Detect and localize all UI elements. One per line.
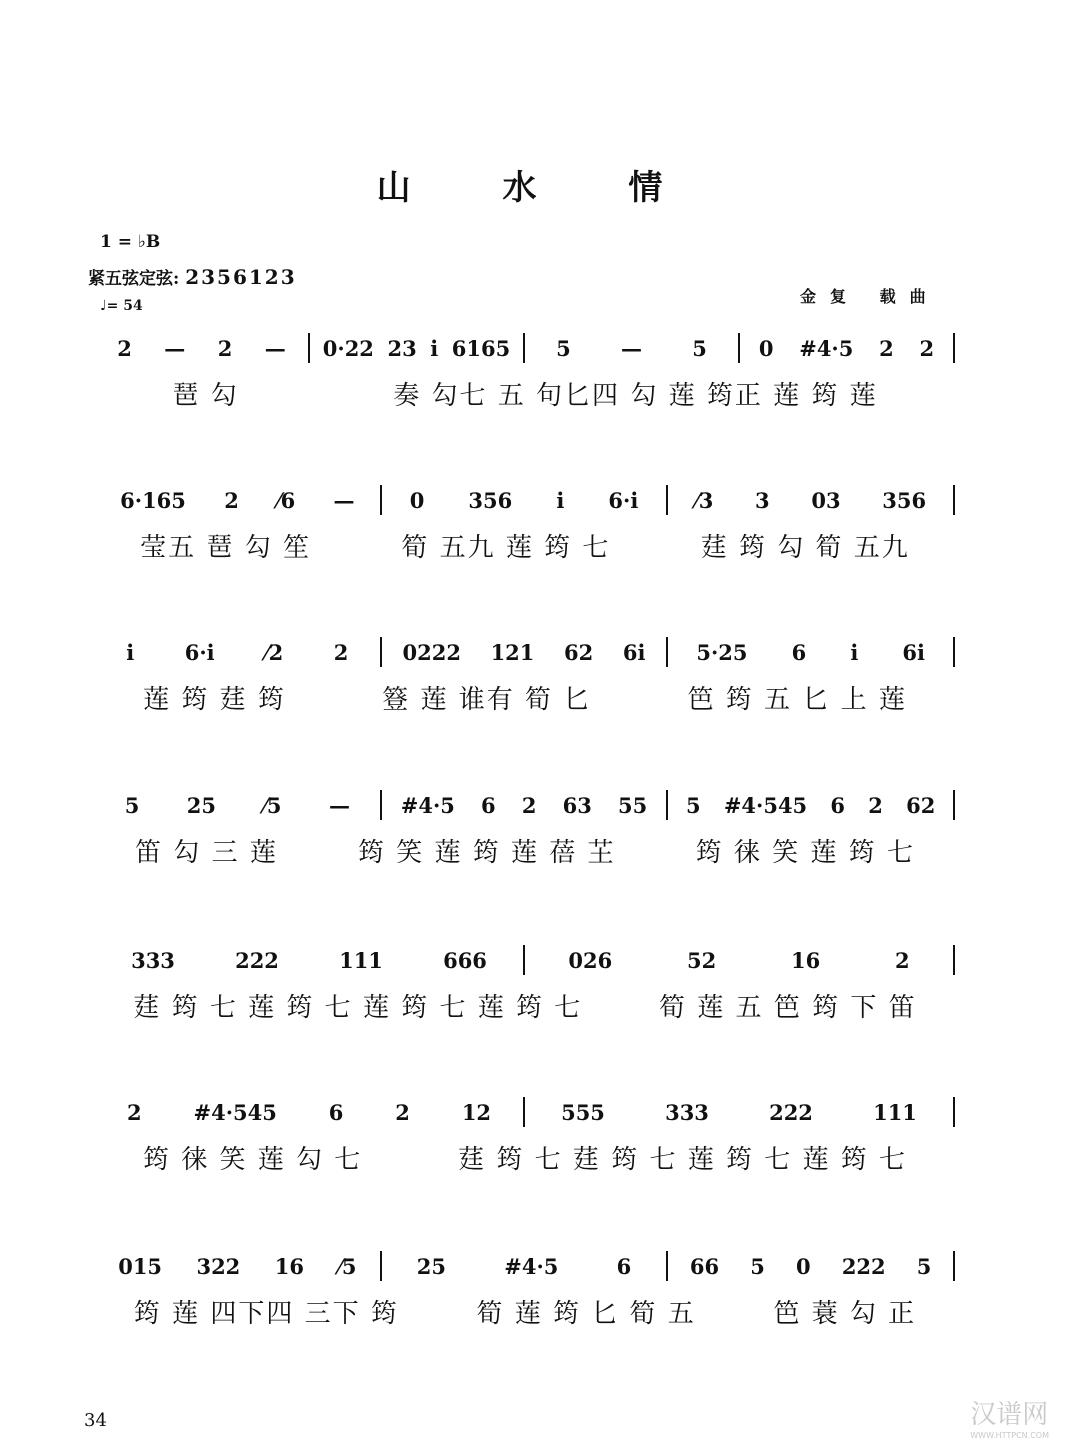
barline	[953, 1097, 955, 1127]
note: —	[621, 335, 642, 361]
note: i	[430, 335, 439, 361]
tablature-group: 莛 筠 七 莲 筠 七 莲 筠 七 莲 筠 七	[133, 992, 583, 1023]
barline	[953, 790, 955, 820]
jianpu-line	[95, 328, 955, 368]
measure	[382, 640, 667, 665]
note: 2	[521, 792, 537, 818]
note: ⁄2	[265, 639, 284, 665]
barline	[953, 945, 955, 975]
note: 356	[468, 487, 513, 513]
page-number: 34	[84, 1410, 107, 1431]
note: 2	[395, 1099, 410, 1125]
note: 555	[561, 1099, 605, 1125]
tablature-line	[95, 672, 955, 722]
page-title: 山 水 情	[376, 168, 703, 208]
note: 6·i	[184, 639, 215, 665]
tablature-group: 筍 莲 五 笆 筠 下 笛	[659, 992, 917, 1023]
note: #4·545	[723, 792, 808, 818]
note: 2	[919, 335, 935, 361]
note: #4·545	[193, 1099, 277, 1125]
note: 62	[564, 639, 594, 665]
note: 0·22	[322, 335, 374, 361]
tablature-group: 琶 勾	[172, 380, 239, 411]
note: 03	[811, 487, 841, 513]
note: 2	[126, 1099, 142, 1125]
note: 2	[894, 947, 910, 973]
measure	[95, 640, 380, 665]
barline	[953, 333, 955, 363]
note: 5	[750, 1253, 765, 1279]
note: 6	[616, 1253, 632, 1279]
measure	[95, 1100, 523, 1125]
note: ⁄6	[277, 487, 296, 513]
score-system	[95, 940, 955, 1030]
note: —	[264, 335, 286, 361]
tempo-marking: ♩= 54	[100, 298, 143, 314]
tuning	[88, 264, 297, 289]
note: 25	[186, 792, 216, 818]
tablature-group: 筠 徕 笑 莲 勾 七	[142, 1144, 363, 1175]
note: #4·5	[400, 792, 455, 818]
note: 666	[443, 947, 487, 973]
note: 333	[665, 1099, 709, 1125]
note: 6·i	[608, 487, 639, 513]
tablature-group: 莛 筠 勾 筍 五九	[700, 532, 910, 563]
note: i	[556, 487, 565, 513]
measure	[668, 793, 953, 818]
tablature-group: 莲 筠 莛 筠	[143, 684, 286, 715]
jianpu-line	[95, 1246, 955, 1286]
score-system	[95, 785, 955, 875]
note: 5	[556, 335, 571, 361]
note: 2	[217, 335, 233, 361]
tablature-group: 筠 笑 莲 筠 莲 蓓 芏	[357, 837, 616, 868]
jianpu-line	[95, 632, 955, 672]
note: 333	[131, 947, 175, 973]
measure	[525, 948, 953, 973]
tablature-group: 筠 徕 笑 莲 筠 七	[695, 837, 915, 868]
note: 111	[873, 1099, 917, 1125]
note: 026	[568, 947, 613, 973]
measure	[382, 1254, 667, 1279]
score-system	[95, 328, 955, 418]
note: —	[328, 792, 350, 818]
key-signature: 1 = ♭B	[100, 232, 161, 252]
measure	[668, 488, 953, 513]
note: 6·165	[120, 487, 186, 513]
note: i	[126, 639, 135, 665]
score-system	[95, 632, 955, 722]
note: —	[333, 487, 355, 513]
note: 2	[868, 792, 883, 818]
note: 6i	[622, 639, 646, 665]
note: ⁄5	[263, 792, 282, 818]
note: 2	[333, 639, 349, 665]
note: 0	[796, 1253, 811, 1279]
tablature-line	[95, 368, 955, 418]
note: 0	[409, 487, 425, 513]
measure	[95, 948, 523, 973]
note: 2	[117, 335, 132, 361]
note: 23	[387, 335, 417, 361]
note: 2	[879, 335, 894, 361]
tablature-group: 笆 筠 五 匕 上 莲	[687, 684, 907, 715]
note: 63	[562, 792, 592, 818]
note: #4·5	[799, 335, 854, 361]
measure	[382, 488, 667, 513]
note: 6165	[451, 335, 511, 361]
jianpu-line	[95, 480, 955, 520]
note: 322	[196, 1253, 241, 1279]
measure	[95, 488, 380, 513]
note: 6	[791, 639, 807, 665]
measure	[668, 640, 953, 665]
measure	[525, 336, 738, 361]
tablature-line	[95, 1132, 955, 1182]
note: 12	[461, 1099, 492, 1125]
tablature-line	[95, 520, 955, 570]
measure	[668, 1254, 953, 1279]
score-system	[95, 480, 955, 570]
note: 015	[118, 1253, 163, 1279]
note: 55	[618, 792, 648, 818]
note: 121	[490, 639, 535, 665]
tablature-group: 筠 莲 四下四 三下 筠	[133, 1298, 399, 1329]
note: 0	[758, 335, 774, 361]
note: 16	[790, 947, 821, 973]
measure	[95, 1254, 380, 1279]
tablature-line	[95, 980, 955, 1030]
note: 5·25	[696, 639, 748, 665]
tablature-group: 莹五 琶 勾 笙	[140, 532, 311, 563]
note: 6	[328, 1099, 344, 1125]
note: 222	[841, 1253, 886, 1279]
tablature-line	[95, 825, 955, 875]
note: 5	[685, 792, 701, 818]
note: 6	[481, 792, 496, 818]
tablature-line	[95, 1286, 955, 1336]
note: 52	[686, 947, 717, 973]
measure	[740, 336, 953, 361]
jianpu-line	[95, 785, 955, 825]
note: 222	[769, 1099, 813, 1125]
tablature-group: 奏 勾七 五 句匕四 勾 莲 筠正 莲 筠 莲	[393, 380, 878, 411]
note: 5	[916, 1253, 932, 1279]
tuning-notes: 2356123	[185, 265, 297, 289]
barline	[953, 485, 955, 515]
note: 16	[274, 1253, 304, 1279]
note: 5	[124, 792, 140, 818]
note: ⁄5	[338, 1253, 357, 1279]
jianpu-line	[95, 940, 955, 980]
tablature-group: 笛 勾 三 莲	[135, 837, 278, 868]
score-system	[95, 1092, 955, 1182]
tablature-group: 筍 莲 筠 匕 筍 五	[476, 1298, 696, 1329]
note: 66	[689, 1253, 720, 1279]
note: 6i	[902, 639, 925, 665]
note: 356	[882, 487, 927, 513]
watermark-logo: 汉谱网 WWW.HTTPCN.COM	[970, 1400, 1049, 1440]
note: ⁄3	[695, 487, 714, 513]
tablature-group: 筍 五九 莲 筠 七	[401, 532, 611, 563]
note: —	[164, 335, 186, 361]
note: 111	[339, 947, 383, 973]
barline	[953, 1251, 955, 1281]
measure	[95, 336, 308, 361]
note: 5	[692, 335, 707, 361]
tablature-group: 莛 筠 七 莛 筠 七 莲 筠 七 莲 筠 七	[458, 1144, 908, 1175]
note: 222	[235, 947, 279, 973]
note: 2	[224, 487, 239, 513]
note: 0222	[402, 639, 461, 665]
note: #4·5	[504, 1253, 559, 1279]
tablature-group: 簦 莲 谁有 筍 匕	[382, 684, 592, 715]
measure	[310, 336, 523, 361]
measure	[382, 793, 667, 818]
note: 3	[755, 487, 770, 513]
jianpu-line	[95, 1092, 955, 1132]
composer: 金复 载曲	[800, 287, 940, 306]
note: 25	[416, 1253, 447, 1279]
measure	[525, 1100, 953, 1125]
tuning-label: 紧五弦定弦:	[88, 269, 180, 289]
note: i	[850, 639, 859, 665]
barline	[953, 637, 955, 667]
tablature-group: 笆 蓑 勾 正	[773, 1298, 917, 1329]
note: 62	[906, 792, 936, 818]
score-system	[95, 1246, 955, 1336]
measure	[95, 793, 380, 818]
note: 6	[830, 792, 846, 818]
